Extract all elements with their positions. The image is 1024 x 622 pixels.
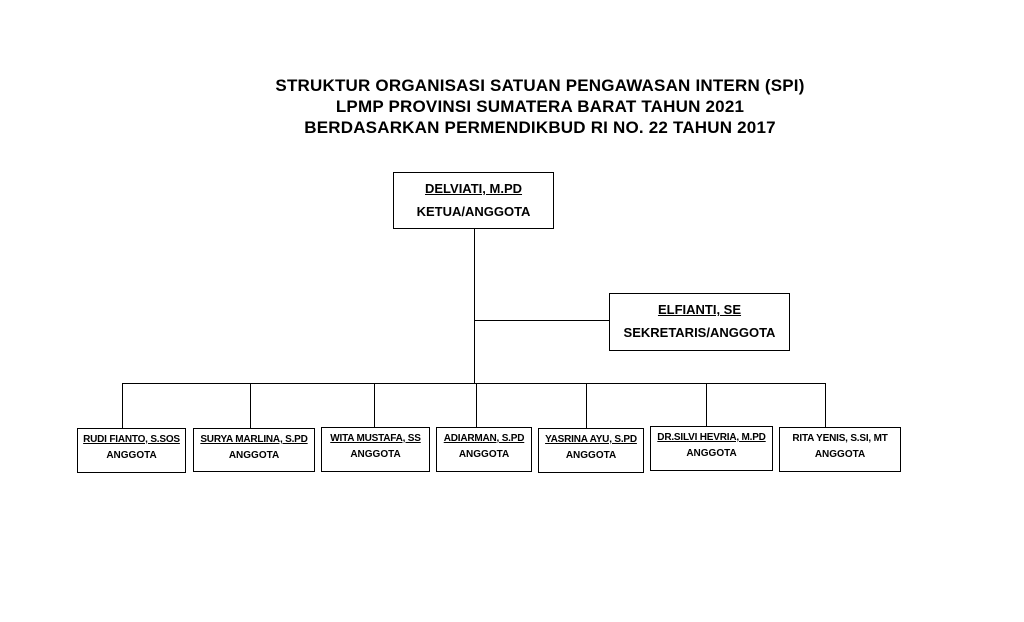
member-role: ANGGOTA [228,450,280,461]
ketua-role: KETUA/ANGGOTA [416,204,531,219]
member-name: YASRINA AYU, S.PD [545,434,637,445]
member-box-4 [436,427,532,472]
ketua-name: DELVIATI, M.PD [424,181,523,196]
member-role: ANGGOTA [458,449,510,460]
connector-ketua-trunk [474,228,475,384]
sekretaris-name: ELFIANTI, SE [657,302,742,317]
member-box-7 [779,427,901,472]
connector-member-4 [476,383,477,427]
chart-title-line-3: BERDASARKAN PERMENDIKBUD RI NO. 22 TAHUN 2017 [304,118,776,137]
member-box-1 [77,428,186,473]
member-name: RUDI FIANTO, S.SOS [83,434,180,445]
member-role: ANGGOTA [686,448,737,459]
member-name: SURYA MARLINA, S.PD [200,434,308,445]
connector-member-2 [250,383,251,428]
connector-member-6 [706,383,707,426]
connector-member-5 [586,383,587,428]
ketua-box [393,172,554,229]
member-box-5 [538,428,644,473]
connector-members-bus [122,383,825,384]
member-role: ANGGOTA [106,450,157,461]
connector-sekretaris-branch [474,320,610,321]
member-name: ADIARMAN, S.PD [443,433,525,444]
chart-title-line-2: LPMP PROVINSI SUMATERA BARAT TAHUN 2021 [335,97,745,116]
connector-member-3 [374,383,375,427]
member-role: ANGGOTA [814,449,866,460]
member-box-2 [193,428,315,472]
member-name: RITA YENIS, S.SI, MT [792,433,888,444]
member-box-6 [650,426,773,471]
member-name: WITA MUSTAFA, SS [330,433,421,444]
chart-title-line-1: STRUKTUR ORGANISASI SATUAN PENGAWASAN INTERN (SPI) [275,76,805,95]
sekretaris-box [609,293,790,351]
member-name: DR.SILVI HEVRIA, M.PD [657,432,766,443]
member-role: ANGGOTA [565,450,617,461]
connector-member-1 [122,383,123,428]
sekretaris-role: SEKRETARIS/ANGGOTA [623,325,776,340]
member-box-3 [321,427,430,472]
connector-member-7 [825,383,826,427]
member-role: ANGGOTA [350,449,401,460]
